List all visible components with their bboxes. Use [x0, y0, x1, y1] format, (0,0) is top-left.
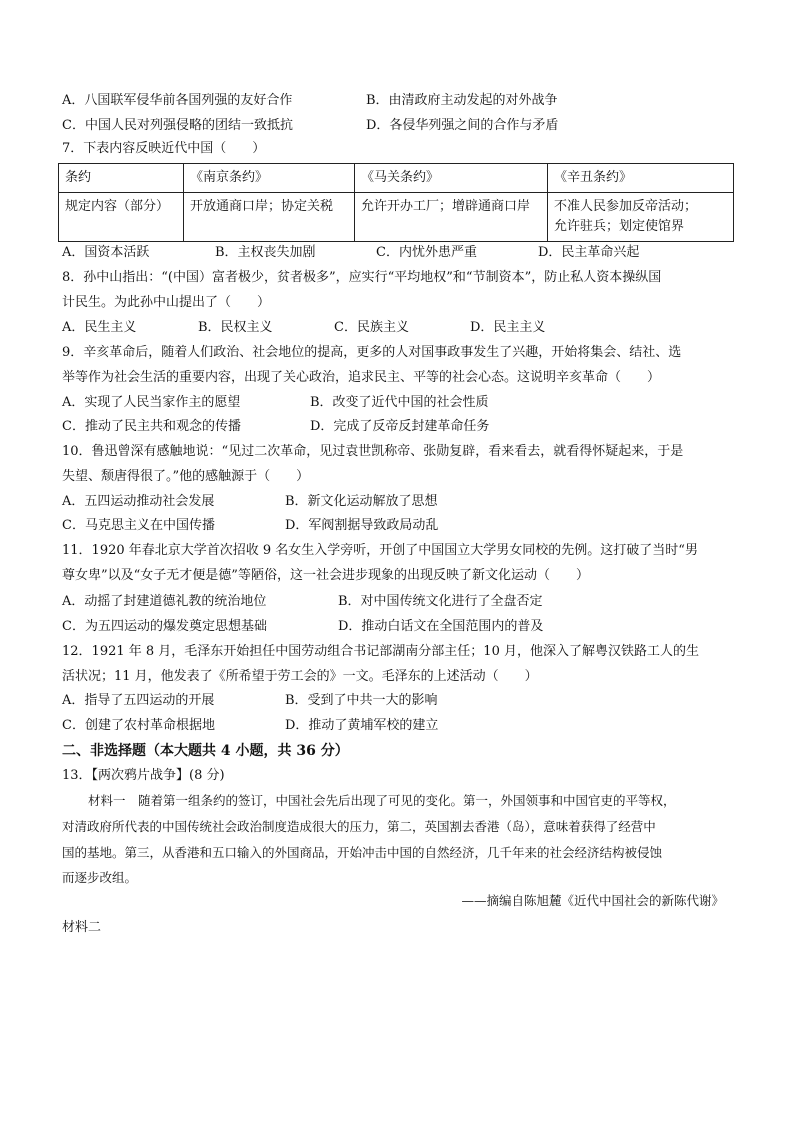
q7-stem: 7．下表内容反映近代中国（ ） [62, 141, 266, 156]
table-header-cell: 条约 [59, 164, 184, 193]
q8-stem-line2: 计民生。为此孙中山提出了（ ） [62, 295, 271, 310]
q7-option-b: B．主权丧失加剧 [215, 245, 316, 260]
q9-stem-line1: 9．辛亥革命后，随着人们政治、社会地位的提高，更多的人对国事政事发生了兴趣，开始将集会、结社、选 [62, 345, 682, 360]
material1-line: 而逐步改组。 [62, 870, 138, 885]
table-row [59, 193, 734, 242]
q10-option-b: B．新文化运动解放了思想 [285, 494, 438, 509]
q12-option-d: D．推动了黄埔军校的建立 [285, 718, 439, 733]
q11-stem-line2: 尊女卑”以及“女子无才便是德”等陋俗，这一社会进步现象的出现反映了新文化运动（ ） [62, 568, 589, 583]
table-cell-line: 允许驻兵；划定使馆界 [554, 219, 685, 235]
material1-line: 材料一 随着第一组条约的签订，中国社会先后出现了可见的变化。第一，外国领事和中国官吏的平等权， [88, 793, 676, 808]
q9-option-a: A．实现了人民当家作主的愿望 [62, 395, 241, 410]
table-row-label: 规定内容（部分） [59, 193, 184, 242]
q8-option-b: B．民权主义 [198, 320, 273, 335]
section-title: 二、非选择题（本大题共 4 小题，共 36 分） [62, 743, 349, 759]
q6-option-a: A．八国联军侵华前各国列强的友好合作 [62, 93, 293, 108]
q6-option-d: D．各侵华列强之间的合作与矛盾 [366, 118, 559, 133]
q11-stem-line1: 11．1920 年春北京大学首次招收 9 名女生入学旁听，开创了中国国立大学男女同校的先例。这打破了当时“男 [62, 543, 698, 558]
material1-line: 对清政府所代表的中国传统社会政治制度造成很大的压力，第二，英国割去香港（岛），意味着获得了经营中 [62, 819, 656, 834]
q7-option-c: C．内忧外患严重 [376, 245, 477, 260]
q10-option-d: D．军阀割据导致政局动乱 [285, 518, 439, 533]
table-cell: 允许开办工厂；增辟通商口岸 [355, 193, 548, 242]
table-cell-line: 不准人民参加反帝活动； [554, 199, 698, 215]
treaty-table [58, 163, 734, 242]
table-header-row [59, 164, 734, 193]
q7-option-d: D．民主革命兴起 [538, 245, 640, 260]
q10-stem-line1: 10．鲁迅曾深有感触地说：“见过二次革命，见过袁世凯称帝、张勋复辟，看来看去，就看得怀疑起来，于是 [62, 444, 684, 459]
q6-option-c: C．中国人民对列强侵略的团结一致抵抗 [62, 118, 293, 133]
q12-stem-line1: 12．1921 年 8 月，毛泽东开始担任中国劳动组合书记部湖南分部主任；10 月，他深入了解粤汉铁路工人的生 [62, 644, 699, 659]
table-header-cell: 《辛丑条约》 [548, 164, 734, 193]
q9-option-c: C．推动了民主共和观念的传播 [62, 419, 241, 434]
q9-option-b: B．改变了近代中国的社会性质 [310, 395, 489, 410]
q9-option-d: D．完成了反帝反封建革命任务 [310, 419, 490, 434]
q8-stem-line1: 8．孙中山指出：“(中国）富者极少，贫者极多”，应实行“平均地权”和“节制资本”，防止私人资本操纵国 [62, 270, 662, 285]
table-header-cell: 《马关条约》 [355, 164, 548, 193]
q11-option-b: B．对中国传统文化进行了全盘否定 [338, 594, 543, 609]
q10-option-c: C．马克思主义在中国传播 [62, 518, 215, 533]
q8-option-c: C．民族主义 [334, 320, 409, 335]
q8-option-a: A．民生主义 [62, 320, 137, 335]
q10-option-a: A．五四运动推动社会发展 [62, 494, 215, 509]
material1-source: ——摘编自陈旭麓《近代中国社会的新陈代谢》 [461, 893, 724, 908]
q12-option-c: C．创建了农村革命根据地 [62, 718, 215, 733]
q10-stem-line2: 失望、颓唐得很了。”他的感触源于（ ） [62, 469, 310, 484]
q9-stem-line2: 举等作为社会生活的重要内容，出现了关心政治，追求民主、平等的社会心态。这说明辛亥革命（ ） [62, 370, 661, 385]
q11-option-c: C．为五四运动的爆发奠定思想基础 [62, 619, 267, 634]
material2-label: 材料二 [62, 920, 102, 935]
q7-option-a: A．国资本活跃 [62, 245, 150, 260]
table-cell [548, 193, 734, 242]
table-header-cell: 《南京条约》 [184, 164, 355, 193]
q11-option-a: A．动摇了封建道德礼教的统治地位 [62, 594, 267, 609]
q12-option-a: A．指导了五四运动的开展 [62, 693, 215, 708]
q6-option-b: B．由清政府主动发起的对外战争 [366, 93, 558, 108]
q12-stem-line2: 活状况；11 月，他发表了《所希望于劳工会的》一文。毛泽东的上述活动（ ） [62, 669, 538, 684]
q12-option-b: B．受到了中共一大的影响 [285, 693, 438, 708]
material1-line: 国的基地。第三，从香港和五口输入的外国商品，开始冲击中国的自然经济，几千年来的社会经济结构被侵蚀 [62, 845, 663, 860]
q13-heading: 13．【两次鸦片战争】(8 分) [62, 768, 225, 783]
table-cell: 开放通商口岸；协定关税 [184, 193, 355, 242]
q8-option-d: D．民主主义 [470, 320, 546, 335]
q11-option-d: D．推动白话文在全国范围内的普及 [338, 619, 544, 634]
